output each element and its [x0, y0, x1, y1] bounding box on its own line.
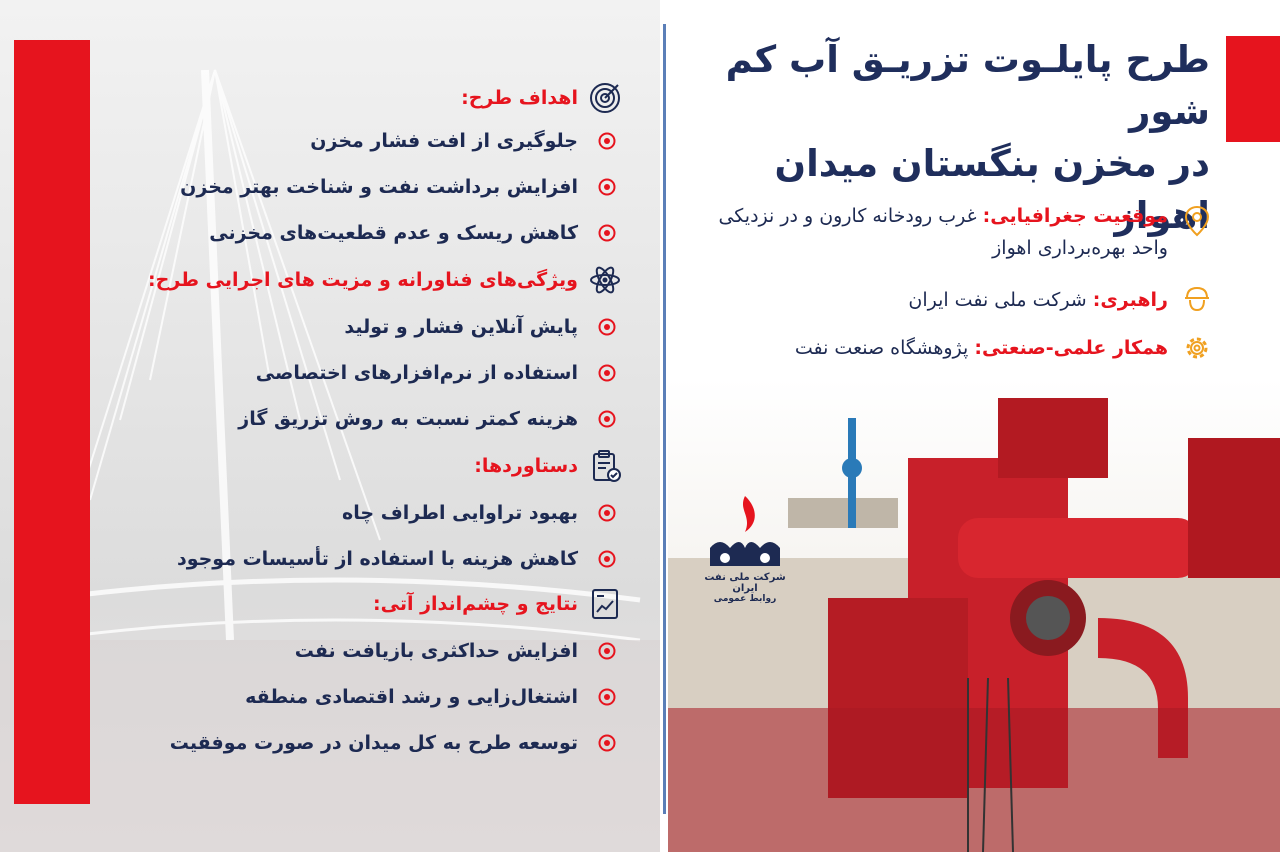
- list-item: هزینه کمتر نسبت به روش تزریق گاز: [100, 396, 636, 442]
- leader-label: راهبری:: [1092, 289, 1168, 311]
- bullet-icon: [598, 178, 616, 196]
- bullet-icon: [598, 364, 616, 382]
- logo-name: شرکت ملی نفت ایران: [704, 572, 786, 594]
- list-item: جلوگیری از افت فشار مخزن: [100, 118, 636, 164]
- list-item: بهبود تراوایی اطراف چاه: [100, 490, 636, 536]
- title-line-2: در مخزن بنگستان میدان اهواز: [774, 142, 1210, 237]
- list-item: توسعه طرح به کل میدان در صورت موفقیت: [100, 720, 636, 766]
- list-item: افزایش حداکثری بازیافت نفت: [100, 628, 636, 674]
- logo-caption: [690, 572, 800, 604]
- section-heading-features: ویژگی‌های فناورانه و مزیت های اجرایی طرح:: [100, 260, 636, 300]
- bullet-icon: [598, 410, 616, 428]
- list-item: استفاده از نرم‌افزارهای اختصاصی: [100, 350, 636, 396]
- wellhead-equipment-photo: [668, 378, 1280, 852]
- location-value: غرب رودخانه کارون و در نزدیکی واحد بهره‌برداری اهواز: [718, 205, 1168, 259]
- title-line-1: طرح پایلـوت تزریـق آب کم شور: [725, 38, 1210, 133]
- bullet-icon: [598, 224, 616, 242]
- logo-sub: روابط عمومی: [713, 594, 777, 604]
- location-label: موقعیت جغرافیایی:: [982, 205, 1168, 227]
- target-icon: [588, 81, 622, 115]
- list-item: کاهش هزینه با استفاده از تأسیسات موجود: [100, 536, 636, 582]
- chart-document-icon: [588, 587, 622, 621]
- bullet-icon: [598, 642, 616, 660]
- clipboard-check-icon: [588, 449, 622, 483]
- atom-icon: [588, 263, 622, 297]
- list-item: پایش آنلاین فشار و تولید: [100, 304, 636, 350]
- worker-helmet-icon: [1180, 282, 1214, 316]
- section-heading-achievements: دستاوردها:: [100, 446, 636, 486]
- bullet-icon: [598, 132, 616, 150]
- list-item: کاهش ریسک و عدم قطعیت‌های مخزنی: [100, 210, 636, 256]
- vertical-divider: [663, 24, 666, 814]
- list-item: اشتغال‌زایی و رشد اقتصادی منطقه: [100, 674, 636, 720]
- bullet-icon: [598, 550, 616, 568]
- list-item: افزایش برداشت نفت و شناخت بهتر مخزن: [100, 164, 636, 210]
- partner-value: پژوهشگاه صنعت نفت: [794, 337, 969, 359]
- info-location: [692, 200, 1212, 264]
- objectives-list: [100, 60, 636, 780]
- info-leader: [692, 284, 1212, 316]
- location-pin-icon: [1180, 204, 1214, 238]
- title-red-block: [1226, 36, 1280, 142]
- partner-label: همکار علمی-صنعتی:: [974, 337, 1168, 359]
- section-heading-goals: اهداف طرح:: [100, 78, 636, 118]
- bullet-icon: [598, 734, 616, 752]
- leader-value: شرکت ملی نفت ایران: [908, 289, 1087, 311]
- red-accent-strip: [14, 40, 90, 804]
- gear-icon: [1180, 331, 1214, 365]
- info-partner: [692, 332, 1212, 364]
- section-heading-results: نتایج و چشم‌انداز آتی:: [100, 584, 636, 624]
- bullet-icon: [598, 688, 616, 706]
- bullet-icon: [598, 318, 616, 336]
- bullet-icon: [598, 504, 616, 522]
